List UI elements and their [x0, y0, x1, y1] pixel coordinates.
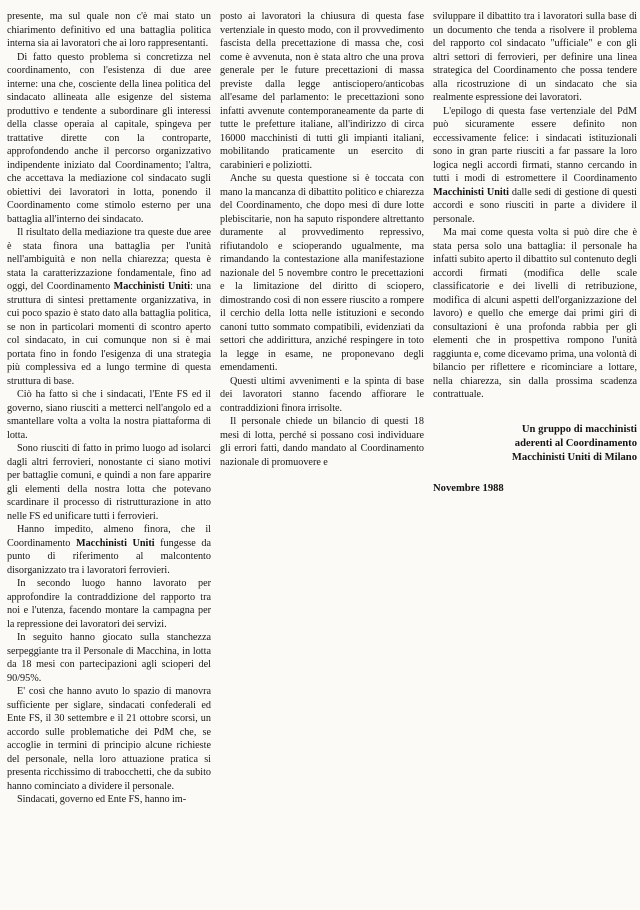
text-run: fungesse da punto di riferimento al malcontento disorganizzato tra i lavoratori ferrovieri. [7, 537, 211, 576]
paragraph [7, 577, 211, 631]
text-run: posto ai lavoratori la chiusura di questa fase vertenziale in questo modo, con il provvedimento fascista della precettazione di massa che, così come è avvenuta, non è stata altro che una prova generale per le future precettazioni di massa previste dalla legge antisciopero/anticobas all'esame del parlamento: le precettazioni sono infatti avvenute contemporaneamente da parte di tutte le prefetture italiane, all'indirizzo di circa 16000 macchinisti di tutti gli impianti italiani, mobilitando praticamente un esercito di carabinieri e poliziotti. [220, 11, 424, 171]
text-run: E' così che hanno avuto lo spazio di manovra sufficiente per siglare, sindacati confederali ed Ente FS, il 30 settembre e il 21 ottobre scorsi, un accordo sulle problematiche dei PdM che, se accoglie in termini di principio alcune richieste del personale, nella loro attuazione pratica si presenta ricchissimo di trabocchetti, che da subito hanno cominciato a dividere il personale. [7, 686, 211, 792]
text-run: sviluppare il dibattito tra i lavoratori sulla base di un documento che tenda a risolvere il problema del rapporto col sindacato "ufficiale" e con gli altri settori di ferrovieri, per definire una linea strategica del Coordinamento che possa tendere alla ricostruzione di un sindacato che sia realmente espressione dei lavoratori. [433, 11, 637, 103]
text-run: : una struttura di sintesi prettamente organizzativa, in cui poco spazio è stato dato alla battaglia politica, se non in particolari momenti di scontro aperto col sindacato, in cui comunque non si è mai portata fino in fondo l'esigenza di una strategia più complessiva ed a lungo termine di questa struttura di base. [7, 281, 211, 387]
text-run: Anche su questa questione si è toccata con mano la mancanza di dibattito politico e chiarezza del Coordinamento, che dopo mesi di dure lotte plebiscitarie, non ha saputo rispondere altrettanto duramente al provvedimento repressivo, rifiutandolo e scioperando ugualmente, ma rimandando la contestazione alla manifestazione nazionale del 5 novembre contro le precettazioni e la limitazione del diritto di sciopero, dimostrando così di non essere riuscito a rompere il cerchio della lotta nelle istituzioni e secondo canoni tutto sommato compatibili, evidenziati da settori che addirittura, anziché respingere in toto la legge in esame, ne proponevano degli emendamenti. [220, 173, 424, 373]
paragraph [7, 442, 211, 523]
paragraph [7, 523, 211, 577]
column-1 [7, 10, 211, 807]
column-1-paragraphs [7, 10, 211, 807]
text-run: Hanno impedito, almeno finora, che il Coordinamento [7, 524, 211, 549]
paragraph [220, 172, 424, 375]
article-columns [7, 10, 638, 807]
signature-line: Macchinisti Uniti di Milano [511, 451, 637, 463]
text-run: Sono riusciti di fatto in primo luogo ad isolarci dagli altri ferrovieri, nonostante ci siano motivi per battaglie comuni, e quindi a non fare apparire gli elementi della nostra lotta che potevano scardinare il processo di ristrutturazione in atto nelle FS ed unificare tutti i ferrovieri. [7, 443, 211, 522]
text-run: Sindacati, governo ed Ente FS, hanno im- [17, 794, 187, 805]
date-line: Novembre 1988 [433, 482, 504, 494]
text-run: In seguito hanno giocato sulla stanchezza serpeggiante tra il Personale di Macchina, in lotta da 18 mesi con partecipazioni agli scioperi del 90/95%. [7, 632, 211, 684]
paragraph [220, 415, 424, 469]
column-2 [220, 10, 424, 807]
signature-line: aderenti al Coordinamento [514, 437, 637, 449]
column-3 [433, 10, 637, 807]
text-run: dalle sedi di gestione di questi accordi e sono riusciti in parte a dividere il personale. [433, 186, 637, 225]
paragraph [7, 793, 211, 807]
text-run: L'epilogo di questa fase vertenziale del PdM può sicuramente essere definito non eccessivamente felice: i sindacati istituzionali sono in gran parte riusciti a far passare la loro logica negli accordi firmati, stanno cercando in tutti i modi di estromettere il Coordinamento [433, 105, 637, 184]
text-run: Ciò ha fatto sì che i sindacati, l'Ente FS ed il governo, siano riusciti a metterci nell'angolo ed a smantellare volta a volta la nostra piattaforma di lotta. [7, 389, 211, 441]
paragraph [7, 226, 211, 388]
paragraph [433, 105, 637, 227]
paragraph [433, 10, 637, 105]
column-2-paragraphs [220, 10, 424, 469]
bold-text-run: Macchinisti Uniti [75, 537, 155, 549]
text-run: In secondo luogo hanno lavorato per approfondire la contraddizione del rapporto tra noi e l'utenza, facendo montare la campagna per la repressione dei lavoratori dei servizi. [7, 578, 211, 630]
paragraph [220, 375, 424, 416]
bold-text-run: Macchinisti Uniti [113, 281, 191, 292]
signature-block [433, 423, 637, 465]
paragraph [220, 10, 424, 172]
paragraph [7, 10, 211, 51]
text-run: Ma mai come questa volta si può dire che è stata persa solo una battaglia: il personale ha infatti subito aperto il dibattito sul contenuto degli accordi firmati (modifica delle scale classificatorie e dei livelli di retribuzione, modifica di alcuni aspetti dell'organizzazione del lavoro) e quello che emerge dai primi giri di consultazioni è una profonda rabbia per gli elementi che in prospettiva rompono l'unità raggiunta e, come dicevamo prima, una volontà di bilancio per riflettere e ricominciare a lottare, nella chiarezza, sin dalla prossima scadenza contrattuale. [433, 227, 637, 400]
paragraph [7, 631, 211, 685]
paragraph [7, 51, 211, 227]
text-run: presente, ma sul quale non c'è mai stato un chiarimento definitivo ed una battaglia politica interna sia ai lavoratori che ai loro rappresentanti. [7, 11, 211, 49]
text-run: Di fatto questo problema si concretizza nel coordinamento, con l'esistenza di due aree interne: una che, cosciente della linea politica del sindacato allineata alle esigenze del sistema produttivo e tendente a subordinare gli interessi della classe operaia al capitale, spingeva per trattative dirette con la controparte, approfondendo anche il percorso organizzativo indipendente iniziato dal Coordinamento; l'altra, che accettava la mediazione col sindacato sugli obiettivi dei lavoratori in lotta, ponendo il Coordinamento come stimolo esterno per una battaglia all'interno dei sindacato. [7, 51, 211, 225]
paragraph [7, 685, 211, 793]
bold-text-run: Macchinisti Uniti [433, 186, 509, 198]
paragraph [7, 388, 211, 442]
text-run: Questi ultimi avvenimenti e la spinta di base dei lavoratori stanno facendo affiorare le contraddizioni finora irrisolte. [220, 375, 424, 414]
column-3-paragraphs [433, 10, 637, 402]
text-run: Il risultato della mediazione tra queste due aree è stata finora una battaglia per l'unità nell'ambiguità e non nella chiarezza; questa è stata la caratterizzazione fondamentale, fino ad oggi, del Coordinamento [7, 227, 211, 292]
signature-line: Un gruppo di macchinisti [521, 423, 637, 435]
text-run: Il personale chiede un bilancio di questi 18 mesi di lotta, perché si possano così individuare gli errori fatti, dando mandato al Coordinamento nazionale di promuovere e [220, 416, 424, 468]
paragraph [433, 226, 637, 402]
